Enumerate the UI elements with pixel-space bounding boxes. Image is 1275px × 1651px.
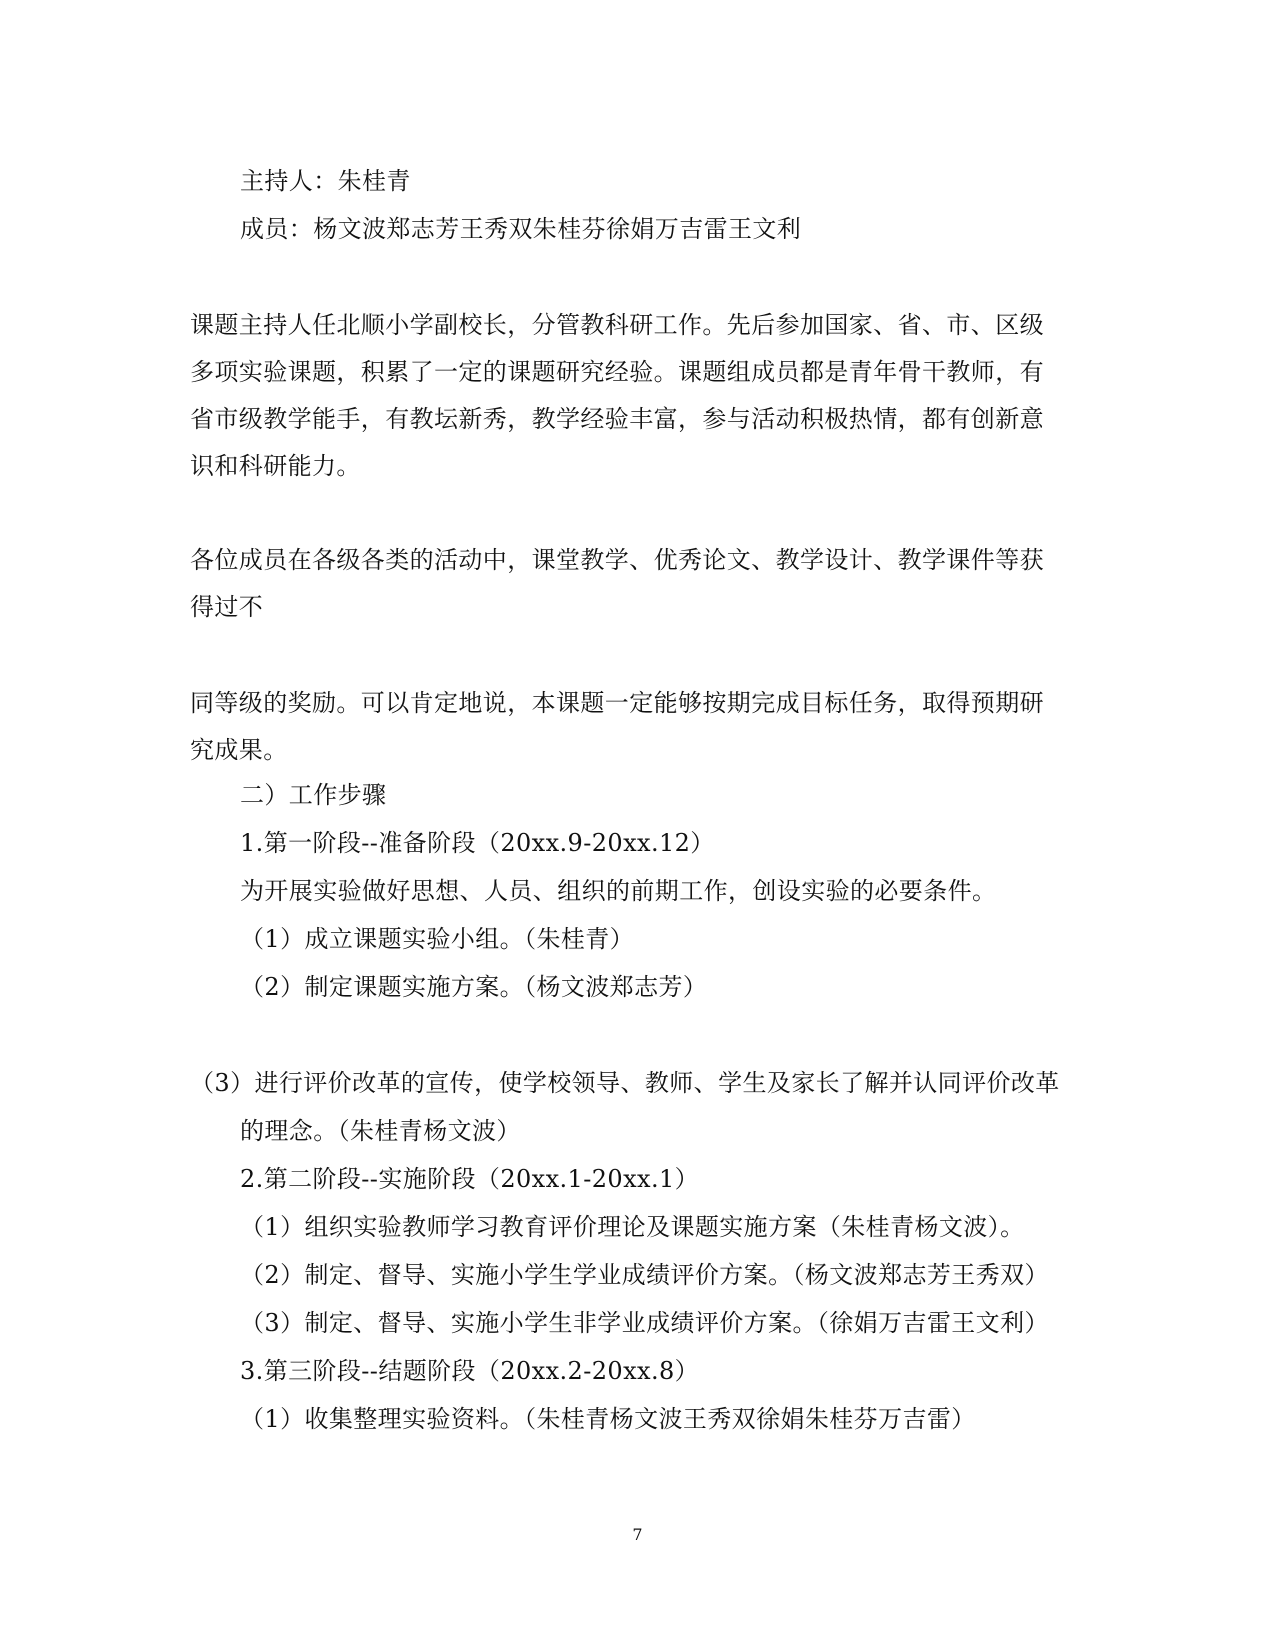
paragraph-line: 多项实验课题，积累了一定的课题研究经验。课题组成员都是青年骨干教师，有 [190,358,1044,386]
list-item: （1）成立课题实验小组。（朱桂青） [240,925,635,953]
stage-heading: 3.第三阶段--结题阶段（20xx.2-20xx.8） [240,1357,700,1385]
stage-heading: 2.第二阶段--实施阶段（20xx.1-20xx.1） [240,1165,700,1193]
host-line: 主持人：朱桂青 [240,167,411,195]
section-heading: 二）工作步骤 [240,781,387,809]
paragraph-line: 得过不 [190,593,264,621]
paragraph-line: 为开展实验做好思想、人员、组织的前期工作，创设实验的必要条件。 [240,877,997,905]
page-number: 7 [632,1525,643,1544]
list-item: （3）进行评价改革的宣传，使学校领导、教师、学生及家长了解并认同评价改革 [190,1069,1060,1097]
list-item: （1）组织实验教师学习教育评价理论及课题实施方案（朱桂青杨文波）。 [240,1213,1025,1241]
list-item: （2）制定、督导、实施小学生学业成绩评价方案。（杨文波郑志芳王秀双） [240,1261,1049,1289]
list-item: （2）制定课题实施方案。（杨文波郑志芳） [240,973,708,1001]
list-item: （3）制定、督导、实施小学生非学业成绩评价方案。（徐娟万吉雷王文利） [240,1309,1049,1337]
paragraph-line: 省市级教学能手，有教坛新秀，教学经验丰富，参与活动积极热情，都有创新意 [190,405,1044,433]
list-item-continuation: 的理念。（朱桂青杨文波） [240,1117,521,1145]
paragraph-line: 识和科研能力。 [190,452,361,480]
paragraph-line: 各位成员在各级各类的活动中，课堂教学、优秀论文、教学设计、教学课件等获 [190,546,1044,574]
list-item: （1）收集整理实验资料。（朱桂青杨文波王秀双徐娟朱桂芬万吉雷） [240,1405,976,1433]
paragraph-line: 究成果。 [190,736,288,764]
members-line: 成员：杨文波郑志芳王秀双朱桂芬徐娟万吉雷王文利 [240,215,802,243]
paragraph-line: 课题主持人任北顺小学副校长，分管教科研工作。先后参加国家、省、市、区级 [190,311,1044,339]
stage-heading: 1.第一阶段--准备阶段（20xx.9-20xx.12） [240,829,715,857]
paragraph-line: 同等级的奖励。可以肯定地说，本课题一定能够按期完成目标任务，取得预期研 [190,689,1044,717]
